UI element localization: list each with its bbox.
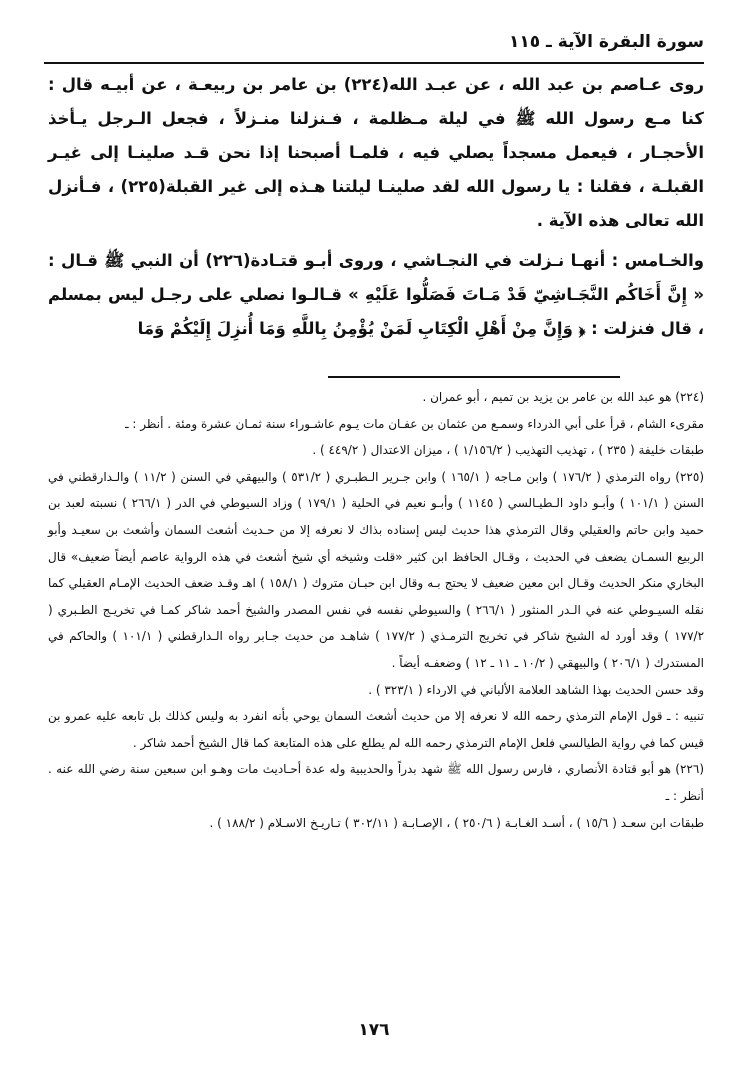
running-header: سورة البقرة الآية ـ ١١٥ (509, 32, 704, 52)
footnote-divider (328, 376, 620, 378)
footnote-225: (٢٢٥) رواه الترمذي ( ١٧٦/٢ ) وابن مـاجه ( ١٦٥/١ ) وابن جـرير الـطبـري ( ٥٣١/٢ ) والبيهقي في السنن ( ١١/٢ ) والـدارقطني في السنن ( ١٠١/١ ) وأبـو داود الـطيـالسي ( ١١٤٥ ) وأبـو نعيم في الحلية ( ١٧٩/١ ) وزاد السيوطي في الدر ( ٢٦٦/١ ) نسبته لعبد بن حميد وابن حاتم والعقيلي وقال الترمذي هذا حديث ليس إسناده بذاك لا نعرفه إلا من حـديث أشعث السمان وأشعث بن سعيـد وأبو الربيع السمـان يضعف في الحديث ، وقـال الحافظ ابن كثير «قلت وشيخه أي شيخ أشعث في هذه الرواية عاصم أيضاً ضعيف» قال البخاري منكر الحديث وقـال ابن معين ضعيف لا يحتج بـه وقال ابن حبـان متروك ( ١٥٨/١ ) اهـ وقـد ضعف الحديث الإمـام العقيلي كما نقله السيـوطي عنه في الـدر المنثور ( ٢٦٦/١ ) والسيوطي نفسه في نفس المصدر والشيخ أحمد شاكر كمـا في تخريـج الطـبري ( ١٧٧/٢ ) وقد أورد له الشيخ شاكر في تخريج الترمـذي ( ١٧٧/٢ ) شاهـد من حديث جـابر رواه الـدارقطني ( ١٠١/١ ) والحاكم في المستدرك ( ٢٠٦/١ ) والبيهقي ( ١٠/٢ ـ ١١ ـ ١٢ ) وضعفـه أيضاً . (48, 469, 705, 670)
footnote-225-note: وقد حسن الحديث بهذا الشاهد العلامة الألباني في الارداء ( ٣٢٣/١ ) . (368, 682, 704, 697)
header-divider (44, 62, 704, 64)
footnote-226-sources: طبقات ابن سعـد ( ١٥/٦ ) ، أسـد الغـابـة ( ٢٥٠/٦ ) ، الإصـابـة ( ٣٠٢/١١ ) تـاريـخ الاسـلام ( ١٨٨/٢ ) . (209, 815, 704, 830)
footnote-224: (٢٢٤) هو عبد الله بن عامر بن يزيد بن تميم ، أبو عمران . (422, 390, 704, 404)
main-paragraph: روى عـاصم بن عبد الله ، عن عبـد الله(٢٢٤) بن عامر بن ربيعـة ، عن أبيـه قال : كنا مـع رسول الله ﷺ في ليلة مـظلمة ، فـنزلنا منـزلاً ، فجعل الـرجل يـأخذ الأحجـار ، فيعمل مسجداً يصلي فيه ، فلمـا أصبحنا إذا نحن قـد صلينـا إلى غيـر القبلـة ، فقلنا : يا رسول الله لقد صلينـا ليلتنا هـذه إلى غير القبلة(٢٢٥) ، فـأنزل الله تعالى هذه الآية . (48, 75, 705, 230)
main-paragraph: والخـامس : أنهـا نـزلت في النجـاشي ، وروى أبـو قتـادة(٢٢٦) أن النبي ﷺ قـال : « إِنَّ أَخَاكُم النَّجَـاشِيّ قَدْ مَـاتَ فَصَلُّوا عَلَيْهِ » قـالـوا نصلي على رجـل ليس بمسلم ، قال فنزلت : ﴿ وَإِنَّ مِنْ أَهْلِ الْكِتَابِ لَمَنْ يُؤْمِنُ بِاللَّهِ وَمَا أُنزِلَ إِلَيْكُمْ وَمَا (48, 251, 704, 338)
main-text (48, 68, 704, 346)
footnote-225-warning: تنبيه : ـ قول الإمام الترمذي رحمه الله لا نعرفه إلا من حديث أشعث السمان يوحي بأنه انفرد به وليس كذلك بل تابعه عليه عمرو بن قيس كما في رواية الطيالسي فلعل الإمام الترمذي رحمه الله لم يطلع على هذه المتابعة كما قال الشيخ أحمد شاكر . (48, 709, 704, 750)
footnote-224-bio: مقرىء الشام ، قرأ على أبي الدرداء وسمـع من عثمان بن عفـان مات يـوم عاشـوراء سنة ثمـان عشرة ومئة . أنظر : ـ (125, 416, 704, 431)
footnote-226: (٢٢٦) هو أبو قتادة الأنصاري ، فارس رسول الله ﷺ شهد بدراً والحديبية وله عدة أحـاديث مات وهـو ابن سبعين سنة رضي الله عنه . أنظر : ـ (48, 762, 704, 803)
footnotes (48, 384, 704, 836)
page-number: ١٧٦ (358, 1020, 390, 1040)
footnote-224-sources: طبقات خليفة ( ٢٣٥ ) ، تهذيب التهذيب ( ١/١٥٦/٢ ) ، ميزان الاعتدال ( ٤٤٩/٢ ) . (312, 443, 704, 458)
